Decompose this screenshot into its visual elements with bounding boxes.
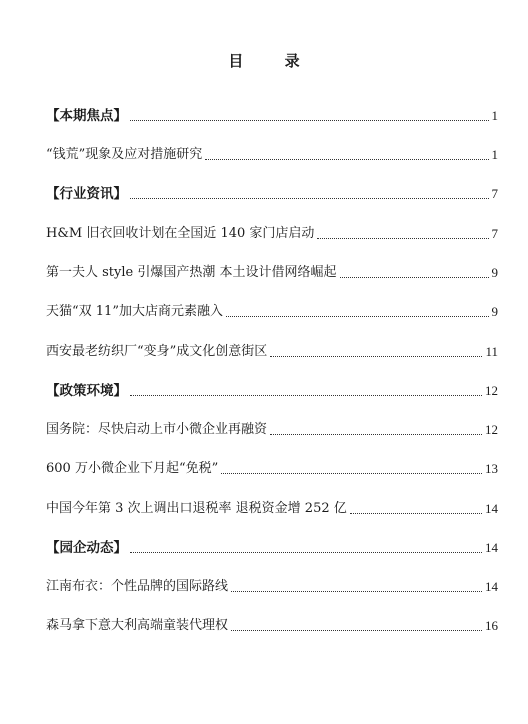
toc-leader-dots (317, 237, 488, 239)
toc-leader-dots (130, 197, 489, 199)
toc-leader-dots (130, 394, 482, 396)
toc-item[interactable] (46, 571, 498, 595)
toc-section-industry[interactable] (46, 178, 498, 202)
toc-leader-dots (130, 119, 489, 121)
toc-page-number: 7 (491, 186, 498, 201)
toc-leader-dots (226, 315, 489, 317)
toc-entry-text: 【园企动态】 (46, 540, 127, 556)
toc-item[interactable] (46, 336, 498, 360)
toc-page-number: 16 (485, 618, 498, 633)
toc-entry-text: “钱荒”现象及应对措施研究 (46, 147, 203, 162)
toc-item[interactable] (46, 139, 498, 163)
toc-entry-text: 森马拿下意大利高端童装代理权 (46, 618, 229, 633)
toc-leader-dots (270, 355, 482, 357)
toc-leader-dots (205, 158, 488, 160)
toc-page-number: 1 (491, 108, 498, 123)
toc-page-number: 7 (491, 226, 498, 241)
toc-section-focus[interactable] (46, 100, 498, 124)
toc-leader-dots (350, 512, 482, 514)
toc-entry-text: 西安最老纺织厂“变身”成文化创意街区 (46, 344, 268, 359)
toc-section-policy[interactable] (46, 375, 498, 399)
toc-title: 目 录 (228, 52, 318, 70)
toc-page-number: 11 (485, 344, 498, 359)
toc-page-number: 14 (485, 501, 498, 516)
toc-entry-text: H&M 旧衣回收计划在全国近 140 家门店启动 (46, 226, 315, 241)
toc-leader-dots (130, 551, 482, 553)
toc-item[interactable] (46, 610, 498, 634)
toc-item[interactable] (46, 493, 498, 517)
toc-entry-text: 国务院：尽快启动上市小微企业再融资 (46, 422, 268, 437)
toc-page-number: 14 (485, 579, 498, 594)
toc-page-number: 9 (491, 265, 498, 280)
toc-item[interactable] (46, 257, 498, 281)
toc-entry-text: 【本期焦点】 (46, 108, 127, 124)
toc-section-enterprise[interactable] (46, 532, 498, 556)
toc-page-number: 12 (485, 422, 498, 437)
toc-leader-dots (340, 276, 489, 278)
toc-page-number: 13 (485, 461, 498, 476)
toc-item[interactable] (46, 218, 498, 242)
toc-page-number: 14 (485, 540, 498, 555)
toc-entry-text: 600 万小微企业下月起“免税” (46, 461, 219, 476)
toc-entry-text: 【政策环境】 (46, 383, 127, 399)
toc-entry-text: 中国今年第 3 次上调出口退税率 退税资金增 252 亿 (46, 501, 347, 516)
toc-page-number: 1 (491, 147, 498, 162)
toc-item[interactable] (46, 453, 498, 477)
toc-page-number: 12 (485, 383, 498, 398)
toc-entry-text: 天猫“双 11”加大店商元素融入 (46, 304, 223, 319)
toc-leader-dots (270, 433, 482, 435)
toc-entry-text: 江南布衣：个性品牌的国际路线 (46, 579, 229, 594)
toc-entry-text: 【行业资讯】 (46, 186, 127, 202)
toc-item[interactable] (46, 414, 498, 438)
toc-leader-dots (221, 472, 482, 474)
toc-item[interactable] (46, 296, 498, 320)
toc-leader-dots (231, 590, 482, 592)
toc-entry-text: 第一夫人 style 引爆国产热潮 本土设计借网络崛起 (46, 265, 337, 280)
toc-page-number: 9 (491, 304, 498, 319)
toc-leader-dots (231, 629, 482, 631)
